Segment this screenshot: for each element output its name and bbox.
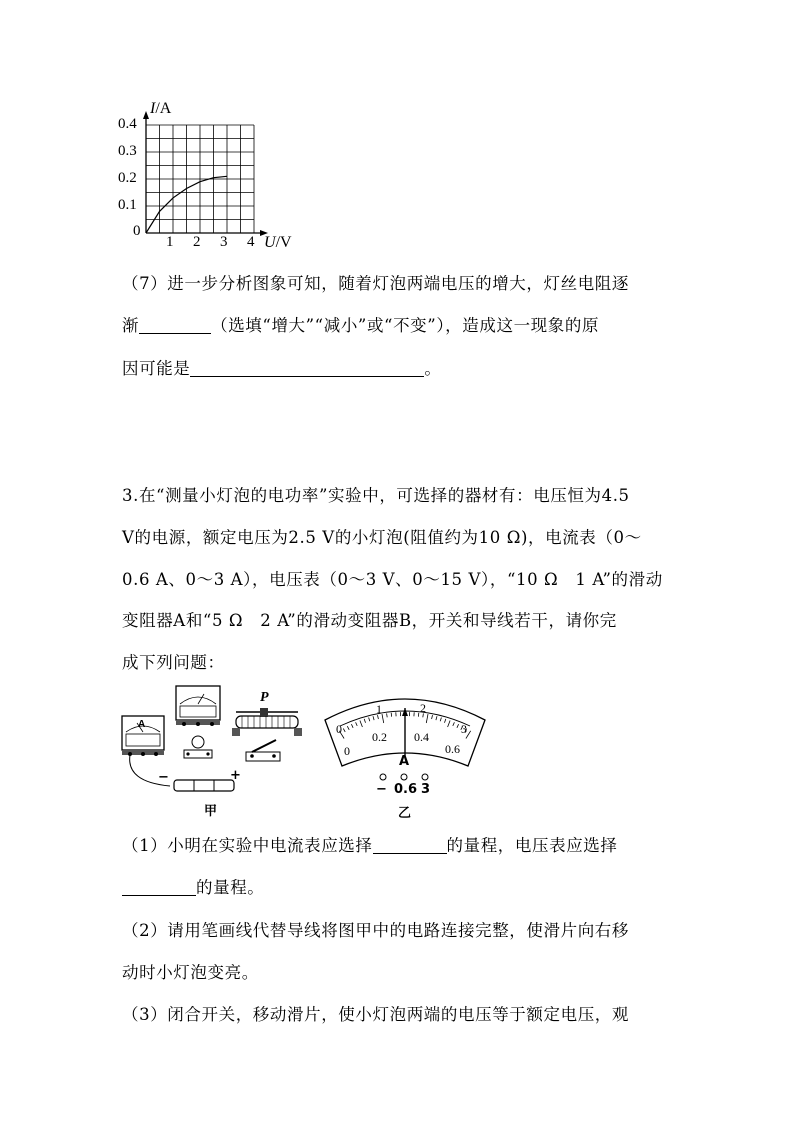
y-axis-unit: /A bbox=[155, 100, 172, 117]
switch bbox=[246, 740, 280, 761]
graph-grid bbox=[146, 125, 254, 233]
y-axis-label bbox=[150, 100, 171, 118]
battery bbox=[174, 780, 234, 791]
x-axis-unit: /V bbox=[275, 234, 292, 251]
rheostat bbox=[232, 708, 302, 736]
y-tick: 0.3 bbox=[118, 143, 137, 159]
x-axis-label bbox=[264, 234, 292, 252]
q3-line1: 3.在“测量小灯泡的电功率”实验中，可选择的器材有：电压恒为4.5 bbox=[122, 486, 630, 505]
apparatus-svg bbox=[118, 682, 318, 817]
q3-line4: 变阻器A和“5 Ω 2 A”的滑动变阻器B，开关和导线若干，请你完 bbox=[122, 611, 617, 630]
dial-outer-tick: 0 bbox=[336, 722, 342, 736]
battery-plus-label: + bbox=[230, 768, 241, 783]
q1-answer-blank-1[interactable] bbox=[373, 835, 447, 854]
q1-answer-blank-2[interactable] bbox=[122, 877, 196, 896]
battery-minus-label: − bbox=[158, 770, 169, 785]
ammeter-symbol: A bbox=[138, 719, 146, 730]
q7-answer-blank-2[interactable] bbox=[190, 358, 424, 377]
y-tick: 0.2 bbox=[118, 170, 137, 186]
q3-line5: 成下列问题： bbox=[122, 653, 225, 672]
q3b-line1: （3）闭合开关，移动滑片，使小灯泡两端的电压等于额定电压，观 bbox=[122, 1005, 629, 1024]
iu-graph-svg bbox=[118, 96, 318, 256]
voltmeter bbox=[176, 686, 220, 726]
x-tick: 2 bbox=[193, 234, 201, 250]
dial-outer-tick: 3 bbox=[461, 722, 467, 736]
rheostat-slider-label: P bbox=[260, 690, 269, 705]
light-bulb bbox=[184, 736, 212, 758]
q2-line1: （2）请用笔画线代替导线将图甲中的电路连接完整，使滑片向右移 bbox=[122, 921, 629, 940]
q7-line3-start: 因可能是 bbox=[122, 359, 191, 378]
x-tick: 1 bbox=[166, 234, 174, 250]
q7-line3 bbox=[122, 351, 682, 387]
x-axis-var: U bbox=[264, 234, 276, 251]
q3-line3: 0.6 A、0～3 A），电压表（0～3 V、0～15 V），“10 Ω 1 A”的滑动 bbox=[122, 570, 663, 589]
q1-line1 bbox=[122, 828, 682, 864]
figure-apparatus bbox=[118, 682, 318, 817]
q1-line2 bbox=[122, 870, 682, 906]
q1-line2-end: 的量程。 bbox=[196, 878, 265, 897]
q3-line2: V的电源，额定电压为2.5 V的小灯泡(阻值约为10 Ω)，电流表（0～ bbox=[122, 528, 642, 547]
dial-terminals bbox=[375, 772, 435, 782]
dial-inner-tick: 0 bbox=[344, 744, 350, 758]
x-tick: 3 bbox=[220, 234, 228, 250]
x-tick: 4 bbox=[247, 234, 255, 250]
dial-terminal-label: − bbox=[376, 782, 387, 797]
q2-line2: 动时小灯泡变亮。 bbox=[122, 963, 259, 982]
dial-unit: A bbox=[399, 754, 410, 769]
dial-inner-tick: 0.2 bbox=[372, 730, 387, 744]
dial-terminal-label: 3 bbox=[421, 782, 431, 797]
q7-line2-rest: （选填“增大”“减小”或“不变”），造成这一现象的原 bbox=[211, 316, 600, 335]
dial-outer-tick: 2 bbox=[420, 701, 426, 715]
q7-answer-blank-1[interactable] bbox=[139, 315, 211, 334]
dial-inner-tick: 0.4 bbox=[414, 730, 429, 744]
figure-caption-yi: 乙 bbox=[398, 806, 412, 821]
q1-line1-rest: 的量程，电压表应选择 bbox=[446, 836, 618, 855]
q7-line3-end: 。 bbox=[424, 359, 442, 378]
dial-terminal-label: 0.6 bbox=[394, 782, 418, 797]
dial-inner-tick: 0.6 bbox=[445, 742, 460, 756]
q1-line1-start: （1）小明在实验中电流表应选择 bbox=[122, 836, 373, 855]
q7-line1: （7）进一步分析图象可知，随着灯泡两端电压的增大，灯丝电阻逐 bbox=[122, 274, 629, 293]
y-axis-var: I bbox=[150, 100, 156, 117]
iu-graph bbox=[118, 96, 318, 256]
q7-line2-start: 渐 bbox=[122, 316, 140, 335]
y-tick: 0.1 bbox=[118, 197, 137, 213]
y-tick: 0.4 bbox=[118, 116, 137, 132]
q7-line2 bbox=[122, 308, 682, 344]
figure-caption-jia: 甲 bbox=[204, 804, 218, 819]
dial-outer-tick: 1 bbox=[376, 702, 382, 716]
graph-axes bbox=[143, 111, 268, 236]
y-tick: 0 bbox=[133, 223, 141, 239]
figure-ammeter-dial bbox=[322, 686, 488, 821]
y-axis-arrow bbox=[143, 111, 149, 119]
